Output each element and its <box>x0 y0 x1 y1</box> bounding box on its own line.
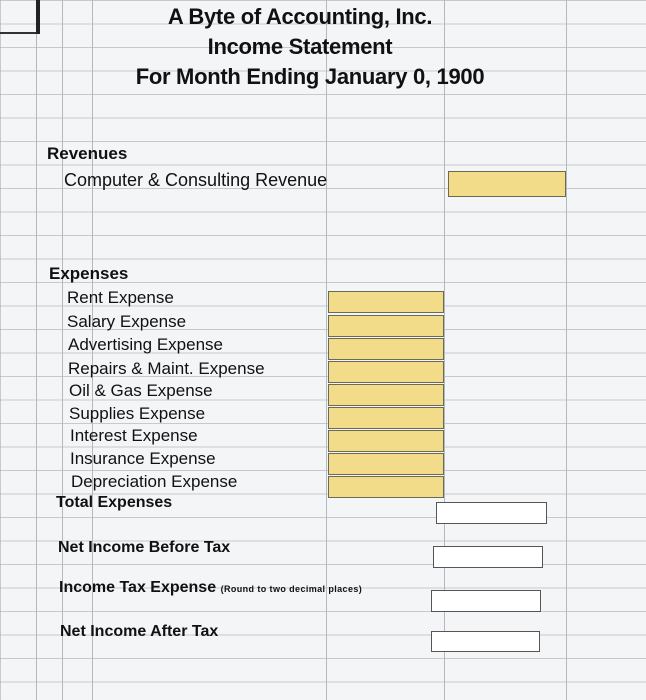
revenue-item-computer-consulting: Computer & Consulting Revenue <box>64 170 328 190</box>
revenues-heading: Revenues <box>47 144 128 163</box>
income-tax-expense-text: Income Tax Expense <box>59 579 217 596</box>
net-income-before-tax-label: Net Income Before Tax <box>58 539 231 556</box>
expense-item-rent: Rent Expense <box>67 288 174 307</box>
column-divider <box>36 0 37 700</box>
expense-item-advertising: Advertising Expense <box>68 335 223 354</box>
expense-item-interest: Interest Expense <box>70 426 198 445</box>
expense-input-rent[interactable] <box>328 291 444 313</box>
expense-item-insurance: Insurance Expense <box>70 449 216 468</box>
expense-input-interest[interactable] <box>328 430 444 452</box>
expense-item-oil-gas: Oil & Gas Expense <box>69 381 213 400</box>
expense-item-salary: Salary Expense <box>67 312 187 331</box>
expense-input-salary[interactable] <box>328 315 444 337</box>
net-income-after-tax-cell[interactable] <box>431 631 540 652</box>
statement-title: Income Statement <box>207 34 393 59</box>
company-name: A Byte of Accounting, Inc. <box>167 4 433 29</box>
net-income-after-tax-label: Net Income After Tax <box>60 623 219 640</box>
column-divider <box>566 0 567 700</box>
expense-item-repairs-maint: Repairs & Maint. Expense <box>68 359 265 378</box>
expense-input-insurance[interactable] <box>328 453 444 475</box>
expense-item-depreciation: Depreciation Expense <box>71 472 238 491</box>
expense-item-supplies: Supplies Expense <box>69 404 206 423</box>
expense-input-advertising[interactable] <box>328 338 444 360</box>
income-tax-expense-label <box>59 579 362 597</box>
expenses-heading: Expenses <box>49 264 129 283</box>
revenue-input-cell[interactable] <box>448 171 566 197</box>
total-expenses-label: Total Expenses <box>56 494 173 511</box>
statement-period: For Month Ending January 0, 1900 <box>135 64 485 89</box>
net-income-before-tax-cell[interactable] <box>433 546 543 568</box>
expense-input-supplies[interactable] <box>328 407 444 429</box>
income-tax-rounding-note: (Round to two decimal places) <box>220 584 363 594</box>
total-expenses-cell[interactable] <box>436 502 547 524</box>
expense-input-depreciation[interactable] <box>328 476 444 498</box>
expense-input-repairs-maint[interactable] <box>328 361 444 383</box>
income-tax-expense-cell[interactable] <box>431 590 541 612</box>
expense-input-oil-gas[interactable] <box>328 384 444 406</box>
